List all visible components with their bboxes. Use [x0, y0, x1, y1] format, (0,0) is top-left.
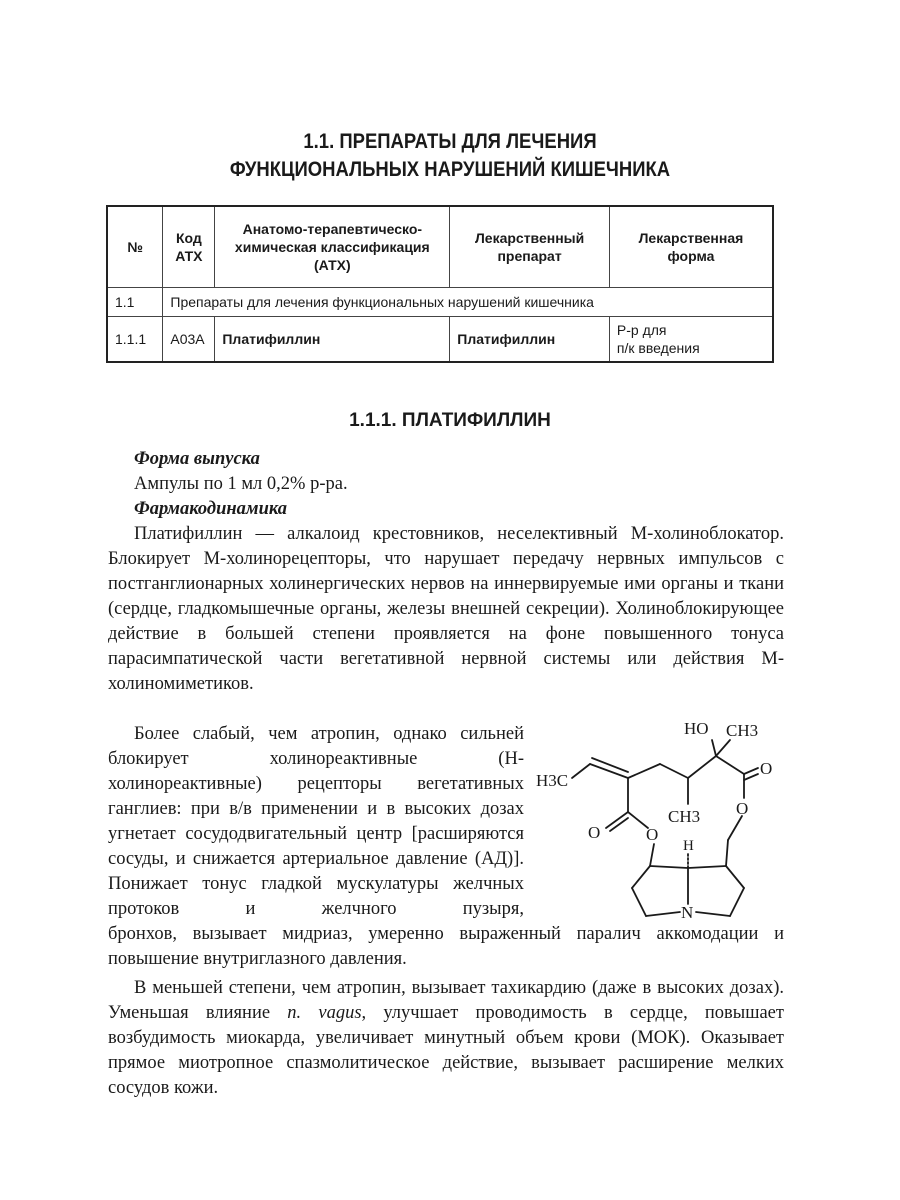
p3-part-b: , улучшает проводимость в сердце, повышает возбудимость миокарда, увеличивает минутный объем крови (МОК). Оказывает прямое миотропное спазмолитическое действие, вызывает расширение мелких сосудов кожи.	[108, 1003, 784, 1098]
pharmacodynamics-paragraph-1: Платифиллин — алкалоид крестовников, неселективный М-холиноблокатор. Блокирует М-холинорецепторы, что нарушает передачу нервных импульсов с постганглионарных холинергических нервов на иннервируемые ими органы и ткани (сердце, гладкомышечные органы, железы внешней секреции). Холиноблокирующее действие в большей степени проявляется на фоне повышенного тонуса парасимпатической части вегетативной нервной системы или действия М-холиномиметиков.	[108, 524, 784, 694]
row-number: 1.1.1	[107, 317, 163, 363]
group-number: 1.1	[107, 288, 163, 317]
row-form-line-2: п/к введения	[616, 340, 700, 356]
formula-n: N	[681, 903, 694, 922]
p3-italic: n. vagus	[287, 1003, 362, 1023]
table-row	[107, 317, 773, 363]
row-code: A03A	[163, 317, 215, 363]
formula-ch3-mid: CH3	[668, 807, 701, 826]
platyphylline-structure	[530, 716, 780, 936]
formula-ho: HO	[684, 719, 709, 738]
release-form-text: Ампулы по 1 мл 0,2% р-ра.	[134, 474, 348, 494]
pharmacodynamics-paragraph-3	[108, 976, 784, 1101]
title-line-1: 1.1. ПРЕПАРАТЫ ДЛЯ ЛЕЧЕНИЯ	[303, 130, 597, 153]
body-text-top	[108, 447, 784, 697]
formula-ch3-top: CH3	[726, 721, 759, 740]
body-text-wrapped	[108, 722, 524, 922]
header-atx-classification: Анатомо-терапевтическо-химическая классификация (АТХ)	[215, 206, 450, 288]
header-drug: Лекарственный препарат	[450, 206, 610, 288]
pharmacodynamics-heading: Фармакодинамика	[134, 499, 288, 519]
formula-h3c: H3C	[536, 771, 569, 790]
formula-o-ring-right: O	[736, 799, 749, 818]
release-form-heading: Форма выпуска	[134, 449, 260, 469]
atx-table	[106, 205, 774, 363]
table-row	[107, 288, 773, 317]
title-line-2: ФУНКЦИОНАЛЬНЫХ НАРУШЕНИЙ КИШЕЧНИКА	[229, 158, 671, 181]
row-atx: Платифиллин	[215, 317, 450, 363]
header-dosage-form: Лекарственная форма	[609, 206, 773, 288]
row-form-line-1: Р-р для	[616, 322, 667, 338]
p3-part-a: В меньшей степени, чем атропин, вызывает тахикардию (даже в высоких дозах). Уменьшая влияние	[108, 978, 784, 1023]
formula-o-ring-left: O	[646, 825, 659, 844]
pharmacodynamics-paragraph-2b: бронхов, вызывает мидриаз, умеренно выраженный паралич аккомодации и повышение внутриглазного давления.	[108, 924, 784, 969]
row-form	[609, 317, 773, 363]
page-title	[54, 128, 846, 184]
group-name: Препараты для лечения функциональных нарушений кишечника	[163, 288, 773, 317]
pharmacodynamics-paragraph-2a: Более слабый, чем атропин, однако сильней блокирует холинореактивные (Н-холинореактивные) рецепторы вегетативных ганглиев: при в/в применении и в высоких дозах угнетает сосудодвигательный центр [расширяются сосуды, и снижается артериальное давление (АД)]. Понижает тонус гладкой мускулатуры желчных протоков и желчного пузыря,	[108, 724, 524, 919]
formula-o-right: O	[760, 759, 773, 778]
formula-h: H	[683, 838, 694, 854]
formula-o-left: O	[588, 823, 601, 842]
body-text-bottom	[108, 922, 784, 1101]
table-header-row	[107, 206, 773, 288]
header-atx-code: Код АТХ	[163, 206, 215, 288]
section-title: 1.1.1. ПЛАТИФИЛЛИН	[349, 410, 551, 431]
row-drug: Платифиллин	[450, 317, 610, 363]
header-number: №	[107, 206, 163, 288]
